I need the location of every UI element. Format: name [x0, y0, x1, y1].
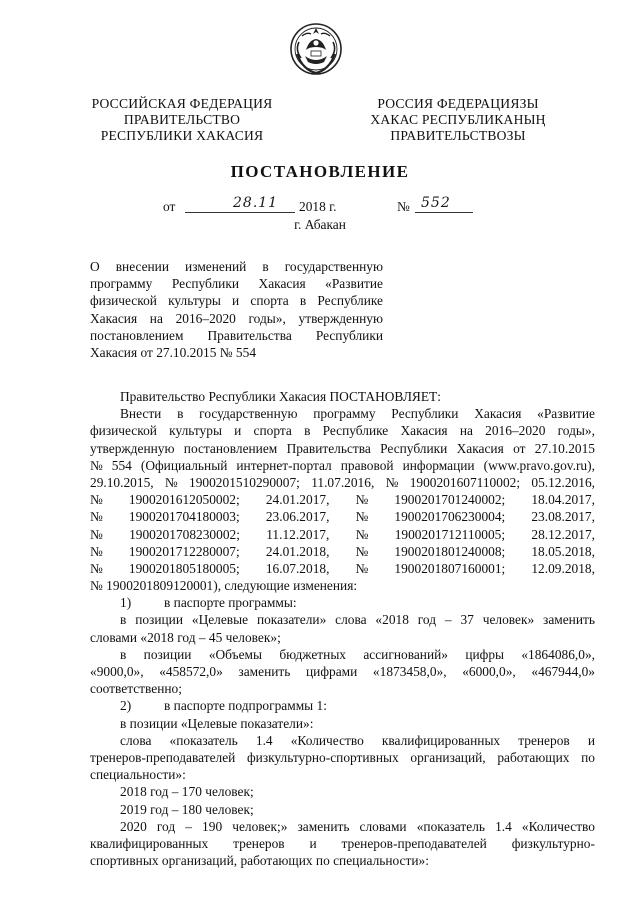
body-line	[90, 440, 595, 457]
registry-cell: 24.01.2017,	[265, 492, 330, 508]
list-item-2	[90, 697, 595, 714]
registry-cell: 1900201704180003;	[128, 509, 240, 525]
body-word: и	[309, 835, 317, 851]
body-line	[90, 852, 595, 869]
body-text: в позиции «Целевые показатели»:	[120, 715, 314, 731]
body-line	[90, 457, 595, 474]
registry-cell: 11.12.2017,	[266, 526, 330, 542]
number-sign: №	[397, 199, 410, 214]
body-word: Хакасия	[474, 406, 522, 422]
body-word: информации	[402, 457, 475, 473]
body-word: в	[304, 423, 311, 439]
body-word: в	[177, 406, 184, 422]
coat-of-arms-emblem	[289, 20, 343, 78]
registry-cell: 24.01.2018,	[265, 543, 330, 559]
body-word: 2016–2020	[485, 423, 546, 439]
header-right-line-3: ПРАВИТЕЛЬСТВОЗЫ	[390, 128, 526, 143]
body-word: бюджетных	[279, 646, 347, 662]
body-line	[90, 749, 595, 766]
body-line	[90, 474, 595, 491]
registry-cell: 12.09.2018,	[531, 560, 595, 576]
body-word: «467944,0»	[531, 664, 595, 679]
registry-cell: 28.12.2017,	[531, 526, 595, 542]
body-word: заменить	[297, 818, 350, 834]
body-word: от	[513, 440, 526, 456]
body-word: 11.07.2016,	[311, 474, 375, 490]
registry-cell: 1900201701240002;	[394, 492, 506, 508]
body-line	[90, 818, 595, 835]
body-word: по	[581, 749, 595, 765]
body-word: словами	[359, 818, 407, 834]
registry-cell: 1900201708230002;	[129, 526, 240, 542]
body-word: 37	[460, 612, 474, 628]
body-line	[90, 405, 595, 422]
document-title: ПОСТАНОВЛЕНИЕ	[230, 162, 410, 181]
body-word: тренеров	[233, 835, 285, 851]
body-word: физкультурно-	[511, 835, 595, 851]
date-number-line	[163, 195, 483, 217]
body-word: физической	[90, 423, 157, 439]
body-word: «9000,0»,	[90, 664, 144, 679]
body-line	[90, 732, 595, 749]
body-word: интернет-портал	[236, 457, 332, 473]
body-word: ассигнований»	[363, 646, 448, 662]
body-line	[90, 663, 595, 680]
decree-text: Правительство Республики Хакасия ПОСТАНОВЛЯЕТ:	[120, 389, 441, 404]
subject-line: Хакасия от 27.10.2015 № 554	[90, 344, 257, 360]
body-word: 27.10.2015	[534, 440, 595, 456]
registry-cell: 1900201805180005;	[128, 560, 240, 576]
body-word: спорта	[253, 423, 292, 439]
registry-cell: 16.07.2018,	[265, 560, 330, 576]
body-word: программу	[313, 406, 376, 422]
list-item-text: в паспорте подпрограммы 1:	[164, 698, 327, 714]
body-word: человек;»	[232, 818, 288, 834]
registry-row	[90, 526, 595, 543]
body-text: соответственно;	[90, 681, 182, 697]
number-underline	[415, 212, 473, 213]
list-item-1	[90, 594, 595, 611]
registry-cell: №	[90, 492, 103, 508]
body-word: 1.4	[255, 732, 273, 748]
body-word: заменить	[543, 612, 595, 628]
subject-line: постановлением Правительства Республики	[90, 327, 383, 343]
body-word: цифрами	[306, 664, 358, 679]
registry-cell: №	[355, 509, 369, 525]
body-word: «Количество	[521, 818, 595, 834]
header-left-block	[84, 96, 280, 144]
body-word: Республике	[322, 423, 389, 439]
body-word: «6000,0»,	[462, 664, 516, 679]
body-word: цифры	[465, 646, 505, 662]
body-word: тренеров-преподавателей	[341, 835, 487, 851]
body-word: «2018	[375, 612, 409, 628]
body-word: годы»,	[557, 423, 595, 439]
registry-cell: 18.05.2018,	[531, 543, 595, 559]
body-word: «Целевые	[191, 612, 249, 628]
subject-line: О внесении изменений в государственную	[90, 259, 383, 274]
registry-cell: 23.06.2017,	[265, 509, 330, 525]
body-word: культуры	[169, 423, 222, 439]
body-word: 29.10.2015,	[90, 474, 154, 490]
body-word: 554	[111, 457, 132, 473]
body-word: «показатель	[169, 732, 238, 748]
body-word: позиции	[135, 612, 184, 628]
body-word: №	[164, 474, 178, 490]
body-word: позиции	[143, 646, 192, 662]
body-word: «1873458,0»,	[372, 664, 447, 679]
registry-cell: №	[355, 560, 369, 576]
registry-cell: №	[355, 543, 369, 559]
body-word: государственную	[199, 406, 298, 422]
body-word: 1900201510290007;	[189, 474, 300, 490]
registry-cell: 23.08.2017,	[531, 509, 595, 525]
body-line	[90, 611, 595, 628]
body-word: Правительства	[286, 440, 371, 456]
body-text: спортивных организаций, работающих по специальности»:	[90, 853, 429, 869]
body-word: «1864086,0»,	[521, 646, 595, 662]
body-word: год	[417, 612, 437, 628]
header-left-line-2: ПРАВИТЕЛЬСТВО	[123, 112, 241, 127]
body-word: год	[156, 818, 176, 834]
subject-line: Хакасия на 2016–2020 годы», утвержденную	[90, 310, 383, 326]
header-left-line-3: РЕСПУБЛИКИ ХАКАСИЯ	[100, 128, 264, 143]
body-word: Республики	[391, 406, 459, 422]
registry-cell: 18.04.2017,	[531, 492, 595, 508]
registry-cell: 1900201712280007;	[128, 543, 240, 559]
body-line	[90, 680, 595, 697]
registry-tail: № 1900201809120001), следующие изменения:	[90, 578, 358, 594]
body-line	[90, 422, 595, 439]
registry-cell: 1900201807160001;	[394, 560, 506, 576]
body-word: «Объемы	[208, 646, 262, 662]
registry-cell: 1900201712110005;	[394, 526, 506, 542]
list-item-number: 1)	[120, 595, 132, 611]
body-word: в	[120, 612, 127, 628]
handwritten-number: 552	[421, 195, 451, 211]
body-word: работающих	[497, 749, 570, 765]
body-word: слова	[335, 612, 367, 628]
header-right-block	[358, 96, 558, 144]
decree-line	[90, 388, 595, 405]
registry-cell: №	[90, 509, 103, 525]
body-word: на	[459, 423, 473, 439]
registry-cell: 1900201801240008;	[394, 543, 506, 559]
subject-line: программу Республики Хакасия «Развитие	[90, 276, 383, 292]
date-year: 2018 г.	[299, 199, 337, 214]
registry-row	[90, 543, 595, 560]
body-word: (www.pravo.gov.ru),	[483, 457, 595, 473]
body-text: 2018 год – 170 человек;	[120, 784, 254, 800]
body-word: 1900201607110002;	[409, 474, 521, 490]
registry-cell: №	[90, 560, 103, 576]
body-word: организаций,	[410, 749, 486, 765]
body-word: человек»	[482, 612, 535, 628]
body-word: тренеров	[518, 732, 570, 748]
body-word: квалифицированных	[90, 835, 209, 851]
registry-cell: 1900201706230004;	[394, 509, 506, 525]
body-line	[90, 835, 595, 852]
document-subject	[90, 258, 383, 361]
body-word: Хакасия	[456, 440, 504, 456]
body-word: «458572,0»	[159, 664, 223, 679]
document-body	[90, 388, 595, 869]
body-word: –	[444, 612, 452, 628]
subject-line: физической культуры и спорта в Республике	[90, 293, 383, 309]
date-underline	[185, 212, 295, 213]
registry-row	[90, 491, 595, 508]
body-text: словами «2018 год – 45 человек»;	[90, 629, 281, 645]
list-item-number: 2)	[120, 698, 132, 714]
header-left-line-1: РОССИЙСКАЯ ФЕДЕРАЦИЯ	[91, 96, 273, 111]
body-line	[90, 715, 595, 732]
body-word: №	[90, 457, 103, 473]
body-word: заменить	[238, 664, 291, 679]
body-word: в	[120, 646, 127, 662]
body-line	[90, 783, 595, 800]
body-word: показатели»	[256, 612, 327, 628]
body-line	[90, 766, 595, 783]
registry-cell: №	[90, 543, 103, 559]
body-word: слова	[120, 732, 152, 748]
body-word: Хакасия	[400, 423, 448, 439]
body-word: квалифицированных	[381, 732, 501, 748]
body-word: «Развитие	[537, 406, 595, 422]
registry-cell: №	[90, 526, 103, 542]
header-right-line-2: ХАКАС РЕСПУБЛИКАНЫҢ	[370, 112, 546, 127]
body-word: и	[587, 732, 595, 748]
body-word: 1.4	[495, 818, 512, 834]
registry-cell: №	[355, 492, 369, 508]
body-word: 2020	[120, 818, 147, 834]
body-line	[90, 801, 595, 818]
body-line	[90, 629, 595, 646]
body-word: правовой	[340, 457, 394, 473]
body-line	[90, 577, 595, 594]
body-word: Внести	[120, 406, 162, 422]
body-word: и	[234, 423, 242, 439]
handwritten-date: 28.11	[233, 195, 279, 211]
body-word: «Количество	[290, 732, 364, 748]
registry-cell: 1900201612050002;	[128, 492, 240, 508]
date-prefix: от	[163, 199, 176, 214]
body-line	[90, 646, 595, 663]
body-word: (Официальный	[140, 457, 228, 473]
body-word: 05.12.2016,	[531, 474, 595, 490]
body-word: Республики	[380, 440, 448, 456]
registry-row	[90, 508, 595, 525]
body-text: 2019 год – 180 человек;	[120, 801, 254, 817]
body-word: №	[385, 474, 399, 490]
body-word: «показатель	[416, 818, 485, 834]
body-word: постановлением	[183, 440, 278, 456]
body-word: тренеров-преподавателей	[90, 749, 236, 765]
body-word: –	[185, 818, 192, 834]
list-item-text: в паспорте программы:	[164, 595, 297, 611]
registry-row	[90, 560, 595, 577]
body-word: физкультурно-спортивных	[246, 749, 399, 765]
city-name: г. Абакан	[294, 217, 346, 232]
body-word: утвержденную	[90, 440, 175, 456]
registry-cell: №	[355, 526, 369, 542]
header-right-line-1: РОССИЯ ФЕДЕРАЦИЯЗЫ	[377, 96, 539, 111]
body-text: специальности»:	[90, 767, 186, 783]
body-word: 190	[202, 818, 223, 834]
